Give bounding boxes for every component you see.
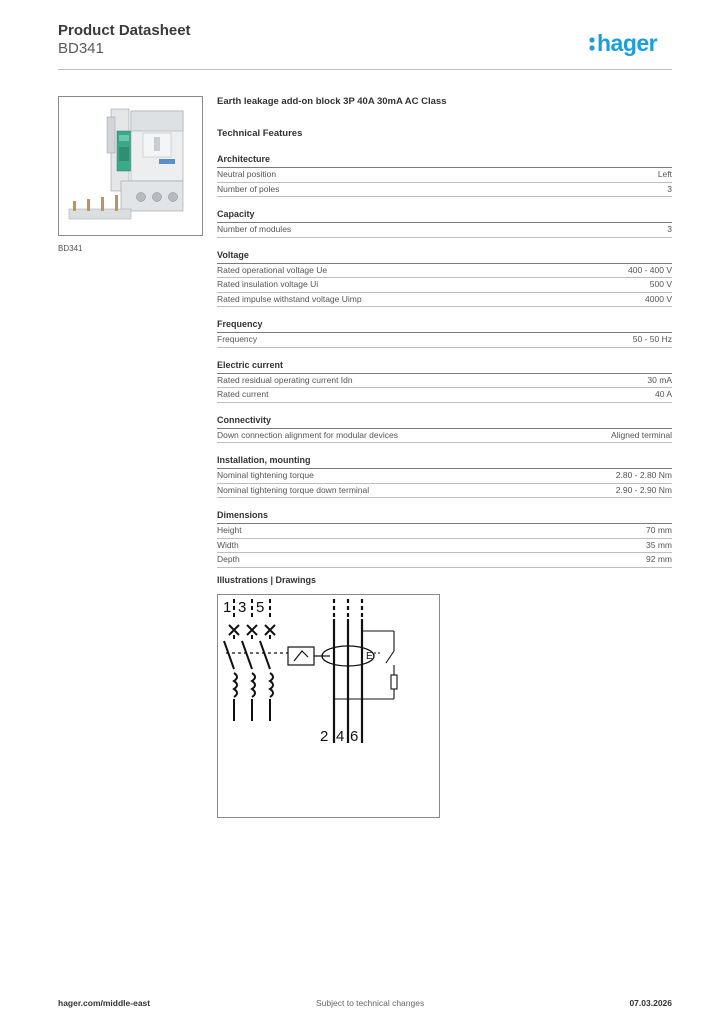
terminal-label: 6 — [350, 728, 359, 745]
spec-value: 400 - 400 V — [628, 264, 672, 275]
spec-label: Rated impulse withstand voltage Uimp — [217, 293, 362, 304]
section-architecture — [217, 154, 672, 197]
footer-date: 07.03.2026 — [629, 998, 672, 1008]
spec-value: 2.90 - 2.90 Nm — [615, 484, 672, 495]
spec-row — [217, 484, 672, 499]
spec-label: Rated operational voltage Ue — [217, 264, 328, 275]
spec-value: Left — [657, 169, 672, 179]
section-connectivity — [217, 415, 672, 444]
test-button-label: E — [366, 651, 373, 662]
spec-value: 4000 V — [645, 293, 672, 304]
illustrations-title: Illustrations | Drawings — [217, 575, 317, 585]
spec-value: 70 mm — [646, 525, 672, 535]
terminal-label: 5 — [256, 599, 265, 616]
section-capacity — [217, 209, 672, 238]
spec-row — [217, 374, 672, 389]
spec-label: Height — [217, 525, 242, 535]
section-title: Frequency — [217, 319, 672, 333]
spec-row — [217, 183, 672, 198]
section-frequency — [217, 319, 672, 348]
spec-value: 50 - 50 Hz — [632, 334, 672, 344]
section-dimensions — [217, 510, 672, 568]
spec-value: 500 V — [649, 279, 672, 289]
product-photo — [58, 96, 203, 236]
section-title: Capacity — [217, 209, 672, 223]
spec-label: Rated insulation voltage Ui — [217, 279, 319, 289]
spec-value: 35 mm — [646, 539, 672, 550]
spec-row — [217, 293, 672, 308]
spec-label: Down connection alignment for modular devices — [217, 429, 398, 440]
spec-row — [217, 429, 672, 444]
section-title: Architecture — [217, 154, 672, 168]
spec-label: Nominal tightening torque down terminal — [217, 484, 370, 495]
section-title: Voltage — [217, 250, 672, 264]
spec-label: Neutral position — [217, 169, 277, 179]
footer-website[interactable]: hager.com/middle-east — [58, 998, 151, 1008]
section-electric-current — [217, 360, 672, 403]
section-title: Connectivity — [217, 415, 672, 429]
spec-row — [217, 223, 672, 238]
terminal-label: 4 — [336, 728, 345, 745]
spec-value: 30 mA — [647, 374, 672, 385]
technical-features — [217, 96, 672, 568]
photo-caption: BD341 — [58, 244, 83, 253]
spec-value: 3 — [667, 183, 672, 194]
spec-label: Number of modules — [217, 224, 292, 234]
header-divider — [58, 69, 672, 70]
section-title: Electric current — [217, 360, 672, 374]
spec-row — [217, 168, 672, 183]
header — [58, 21, 191, 58]
footer-notice: Subject to technical changes — [316, 998, 425, 1008]
terminal-label: 3 — [238, 599, 247, 616]
terminal-label: 1 — [223, 599, 232, 616]
spec-label: Depth — [217, 554, 240, 564]
spec-value: 40 A — [654, 389, 672, 399]
logo-text: hager — [597, 30, 658, 56]
section-title: Installation, mounting — [217, 455, 672, 469]
technical-features-title: Technical Features — [217, 128, 303, 139]
spec-label: Width — [217, 539, 239, 550]
spec-label: Frequency — [217, 334, 258, 344]
spec-row — [217, 333, 672, 348]
spec-label: Number of poles — [217, 183, 280, 194]
hager-logo — [588, 28, 676, 58]
spec-row — [217, 264, 672, 279]
spec-row — [217, 388, 672, 403]
spec-label: Rated current — [217, 389, 269, 399]
terminal-label: 2 — [320, 728, 329, 745]
spec-value: 2.80 - 2.80 Nm — [615, 470, 672, 480]
section-installation-mounting — [217, 455, 672, 498]
spec-row — [217, 539, 672, 554]
spec-value: 3 — [667, 224, 672, 234]
spec-row — [217, 278, 672, 293]
spec-label: Rated residual operating current Idn — [217, 374, 353, 385]
section-voltage — [217, 250, 672, 308]
product-description: Earth leakage add-on block 3P 40A 30mA AC Class — [217, 96, 447, 107]
wiring-diagram — [217, 594, 440, 818]
page-title: Product Datasheet — [58, 22, 191, 39]
spec-row — [217, 553, 672, 568]
spec-row — [217, 524, 672, 539]
product-code: BD341 — [58, 40, 104, 57]
spec-value: 92 mm — [646, 554, 672, 564]
spec-label: Nominal tightening torque — [217, 470, 314, 480]
spec-row — [217, 469, 672, 484]
section-title: Dimensions — [217, 510, 672, 524]
spec-value: Aligned terminal — [611, 429, 672, 440]
